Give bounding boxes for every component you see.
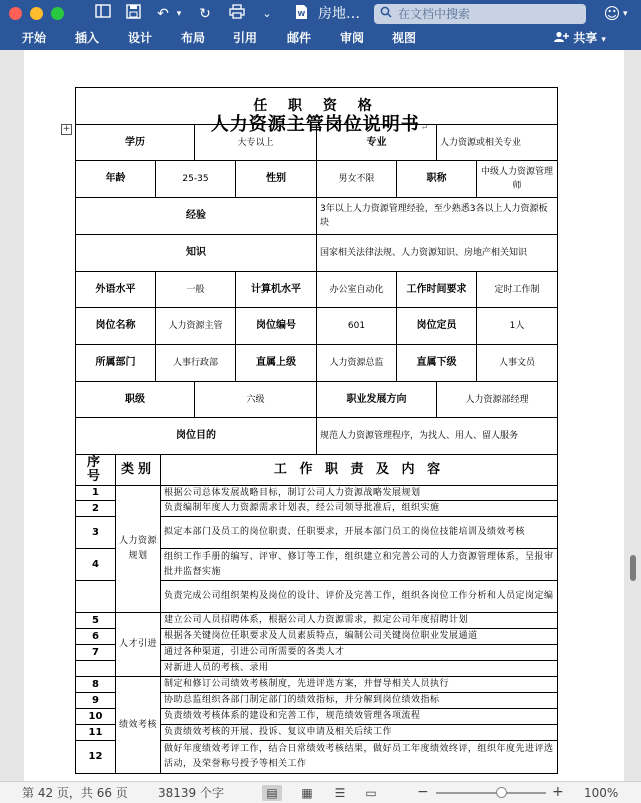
zoom-percent[interactable]: 100% xyxy=(584,786,619,800)
document-title: 房地… xyxy=(318,6,360,22)
svg-text:W: W xyxy=(297,10,305,18)
qualification-label[interactable]: 直属上级 xyxy=(235,344,317,382)
zoom-in-icon[interactable]: + xyxy=(552,784,564,800)
duty-number[interactable]: 3 xyxy=(75,516,116,549)
duty-number[interactable]: 12 xyxy=(75,740,116,774)
column-header-content[interactable]: 工 作 职 责 及 内 容 xyxy=(160,454,558,486)
tab-mailings[interactable]: 邮件 xyxy=(287,31,312,45)
qualification-label[interactable]: 直属下级 xyxy=(396,344,477,382)
qualification-value[interactable]: 规范人力资源管理程序，为找人、用人、留人服务 xyxy=(316,417,558,455)
qualification-label[interactable]: 职业发展方向 xyxy=(316,381,437,418)
duty-category[interactable]: 人力资源规划 xyxy=(115,485,161,613)
qualification-label[interactable]: 岗位定员 xyxy=(396,307,477,345)
qualification-value[interactable]: 人事行政部 xyxy=(155,344,236,382)
column-header-type[interactable]: 类别 xyxy=(115,454,161,486)
qualification-value[interactable]: 六级 xyxy=(194,381,317,418)
qualification-value[interactable]: 人事文员 xyxy=(476,344,558,382)
page-count[interactable]: 第 42 页，共 66 页 xyxy=(22,786,128,800)
qualification-value[interactable]: 大专以上 xyxy=(194,124,317,161)
tab-insert[interactable]: 插入 xyxy=(75,31,100,45)
qualification-label[interactable]: 岗位编号 xyxy=(235,307,317,345)
duty-category[interactable]: 绩效考核 xyxy=(115,676,161,774)
qualification-value[interactable]: 1人 xyxy=(476,307,558,345)
zoom-out-icon[interactable]: − xyxy=(417,784,429,800)
duty-number[interactable]: 4 xyxy=(75,548,116,581)
duty-number[interactable]: 8 xyxy=(75,676,116,693)
undo-dropdown-icon[interactable]: ▾ xyxy=(176,9,182,19)
qualification-label[interactable]: 岗位名称 xyxy=(75,307,156,345)
qualification-value[interactable]: 国家相关法律法规、人力资源知识、房地产相关知识 xyxy=(316,234,558,272)
qualification-value[interactable]: 定时工作制 xyxy=(476,271,558,308)
feedback-dropdown-icon[interactable]: ▾ xyxy=(623,9,628,19)
qualification-label[interactable]: 职称 xyxy=(396,160,477,198)
qualification-value[interactable]: 一般 xyxy=(155,271,236,308)
duty-content[interactable]: 制定和修订公司绩效考核制度，先进评选方案，并督导相关人员执行 xyxy=(160,676,558,693)
tab-view[interactable]: 视图 xyxy=(392,31,417,45)
duty-category[interactable]: 人才引进 xyxy=(115,612,161,677)
qualification-value[interactable]: 办公室自动化 xyxy=(316,271,397,308)
add-person-icon xyxy=(553,31,573,45)
qualification-header[interactable]: 任 职 资 格 xyxy=(75,87,558,125)
qualification-label[interactable]: 工作时间要求 xyxy=(396,271,477,308)
duty-content[interactable]: 根据公司总体发展战略目标，制订公司人力资源战略发展规划 xyxy=(160,485,558,501)
status-bar xyxy=(0,781,641,803)
word-count[interactable]: 38139 个字 xyxy=(158,786,224,800)
qualification-value[interactable]: 中级人力资源管理师 xyxy=(476,160,558,198)
qualification-label[interactable]: 经验 xyxy=(75,197,317,235)
tab-design[interactable]: 设计 xyxy=(128,31,153,45)
qualification-label[interactable]: 计算机水平 xyxy=(235,271,317,308)
save-icon[interactable] xyxy=(124,4,142,24)
duty-content[interactable]: 通过各种渠道，引进公司所需要的各类人才 xyxy=(160,644,558,661)
tab-home[interactable]: 开始 xyxy=(22,31,47,45)
document-viewport[interactable] xyxy=(0,50,641,781)
duty-content[interactable]: 负责编制年度人力资源需求计划表，经公司领导批准后，组织实施 xyxy=(160,500,558,517)
qualification-value[interactable]: 男女不限 xyxy=(316,160,397,198)
duty-number[interactable]: 7 xyxy=(75,644,116,661)
ribbon-tabs xyxy=(0,28,641,50)
web-layout-icon[interactable]: ▦ xyxy=(301,786,313,800)
fullscreen-window-button[interactable] xyxy=(51,7,64,20)
share-dropdown-icon: ▾ xyxy=(601,35,606,45)
qualification-value[interactable]: 人力资源主管 xyxy=(155,307,236,345)
focus-mode-icon[interactable]: ▭ xyxy=(365,786,377,800)
close-window-button[interactable] xyxy=(9,7,22,20)
duty-content[interactable]: 拟定本部门及员工的岗位职责、任职要求，开展本部门员工的岗位技能培训及绩效考核 xyxy=(160,516,558,549)
qualification-label[interactable]: 岗位目的 xyxy=(75,417,317,455)
search-input[interactable] xyxy=(398,4,582,24)
duty-number[interactable] xyxy=(75,660,116,677)
duty-number[interactable]: 1 xyxy=(75,485,116,501)
qualification-value[interactable]: 601 xyxy=(316,307,397,345)
duty-number[interactable]: 9 xyxy=(75,692,116,709)
duty-content[interactable]: 对新进人员的考核、录用 xyxy=(160,660,558,677)
qualification-label[interactable]: 性别 xyxy=(235,160,317,198)
zoom-slider[interactable] xyxy=(436,792,546,794)
zoom-slider-thumb[interactable] xyxy=(496,787,507,798)
search-box[interactable] xyxy=(374,4,586,24)
search-icon xyxy=(380,6,394,22)
tab-references[interactable]: 引用 xyxy=(233,31,258,45)
tab-layout[interactable]: 布局 xyxy=(181,31,206,45)
paragraph-mark-icon: ↵ xyxy=(420,123,430,133)
qualification-label[interactable]: 学历 xyxy=(75,124,195,161)
qualification-label[interactable]: 知识 xyxy=(75,234,317,272)
duty-content[interactable]: 组织工作手册的编写、评审、修订等工作，组织建立和完善公司的人力资源管理体系，呈报审批并监督实施 xyxy=(160,548,558,581)
duty-content[interactable]: 根据各关键岗位任职要求及人员素质特点，编制公司关键岗位职业发展通道 xyxy=(160,628,558,645)
customize-toolbar-icon[interactable]: ⌄ xyxy=(262,7,272,20)
qualification-label[interactable]: 职级 xyxy=(75,381,195,418)
minimize-window-button[interactable] xyxy=(30,7,43,20)
document-heading-text: 人力资源主管岗位说明书 xyxy=(210,114,420,135)
qualification-label[interactable]: 所属部门 xyxy=(75,344,156,382)
undo-icon[interactable]: ↶ xyxy=(157,6,169,22)
table-move-handle-icon[interactable]: + xyxy=(62,124,71,134)
qualification-label[interactable]: 年龄 xyxy=(75,160,156,198)
duty-content[interactable]: 负责完成公司组织架构及岗位的设计、评价及完善工作，组织各岗位工作分析和人员定岗定编 xyxy=(160,580,558,613)
column-header-no[interactable]: 序号 xyxy=(75,454,116,486)
qualification-value[interactable]: 人力资源总监 xyxy=(316,344,397,382)
duty-number[interactable] xyxy=(75,580,116,613)
duty-number[interactable]: 5 xyxy=(75,612,116,629)
outline-view-icon[interactable]: ☰ xyxy=(334,786,346,800)
qualification-label[interactable]: 专业 xyxy=(316,124,437,161)
print-layout-icon[interactable]: ▤ xyxy=(262,785,282,801)
tab-review[interactable]: 审阅 xyxy=(340,31,365,45)
vertical-scrollbar[interactable] xyxy=(630,555,636,581)
duty-content[interactable]: 负责绩效考核的开展、投诉、复议申请及相关后续工作 xyxy=(160,724,558,741)
share-button[interactable] xyxy=(553,28,606,50)
qualification-value[interactable]: 25-35 xyxy=(155,160,236,198)
redo-icon[interactable]: ↻ xyxy=(199,6,211,22)
qualification-value[interactable]: 3年以上人力资源管理经验，至少熟悉3各以上人力资源板块 xyxy=(316,197,558,235)
duty-number[interactable]: 11 xyxy=(75,724,116,741)
qualification-label[interactable]: 外语水平 xyxy=(75,271,156,308)
duty-content[interactable]: 协助总监组织各部门制定部门的绩效指标，并分解到岗位绩效指标 xyxy=(160,692,558,709)
duty-number[interactable]: 10 xyxy=(75,708,116,725)
print-icon[interactable] xyxy=(228,4,246,24)
duty-content[interactable]: 建立公司人员招聘体系，根据公司人力资源需求，拟定公司年度招聘计划 xyxy=(160,612,558,629)
duty-number[interactable]: 2 xyxy=(75,500,116,517)
qualification-value[interactable]: 人力资源或相关专业 xyxy=(436,124,558,161)
duty-content[interactable]: 做好年度绩效考评工作，结合日常绩效考核结果，做好员工年度绩效终评，组织年度先进评选活动，及荣誉称号授予等相关工作 xyxy=(160,740,558,774)
word-doc-icon xyxy=(292,4,310,24)
sidebar-icon[interactable] xyxy=(94,4,112,24)
title-bar xyxy=(0,0,641,28)
duty-content[interactable]: 负责绩效考核体系的建设和完善工作，规范绩效管理各项流程 xyxy=(160,708,558,725)
qualification-value[interactable]: 人力资源部经理 xyxy=(436,381,558,418)
duty-number[interactable]: 6 xyxy=(75,628,116,645)
share-label: 共享 xyxy=(573,31,598,45)
feedback-smiley-icon[interactable]: ☺ xyxy=(603,4,621,23)
